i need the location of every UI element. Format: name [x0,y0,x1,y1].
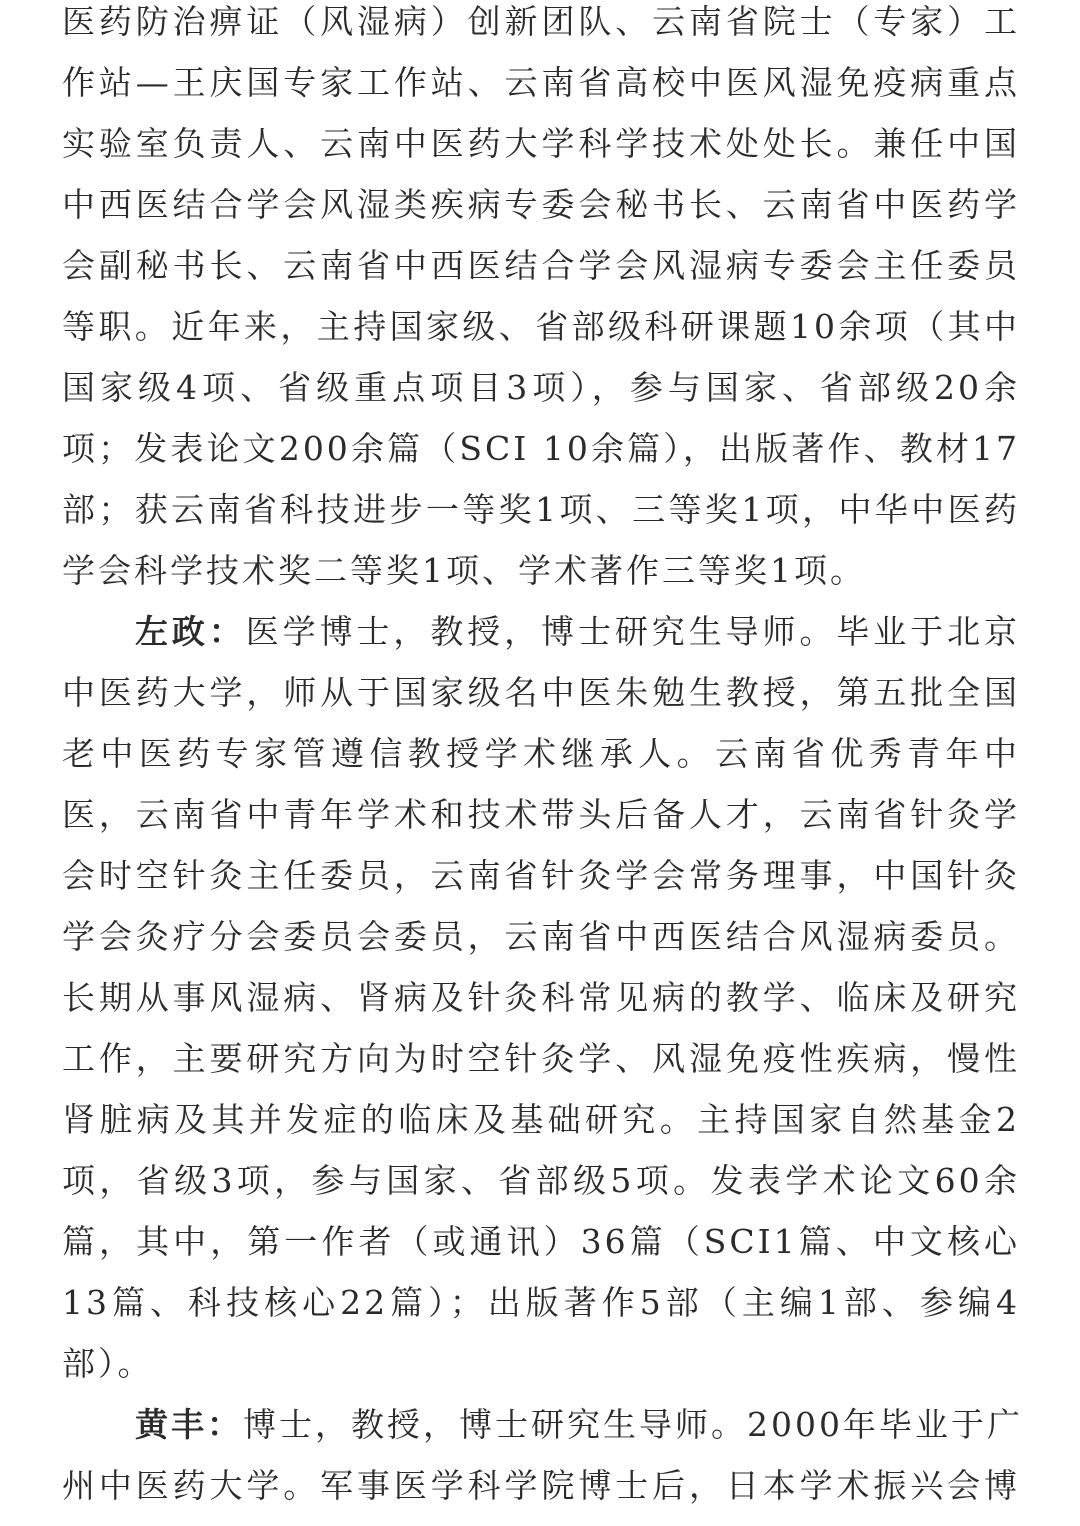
text-line: 学会灸疗分会委员会委员，云南省中西医结合风湿病委员。 [62,917,1020,956]
text-line: 老中医药专家管遵信教授学术继承人。云南省优秀青年中 [62,734,1020,773]
text-line: 医药防治痹证（风湿病）创新团队、云南省院士（专家）工 [62,2,1020,41]
text-line: 实验室负责人、云南中医药大学科学技术处处长。兼任中国 [62,124,1020,163]
text-line: 项，省级3项，参与国家、省部级5项。发表学术论文60余 [62,1161,1020,1200]
text-line: 部；获云南省科技进步一等奖1项、三等奖1项，中华中医药 [62,490,1020,529]
text-span: 医学博士，教授，博士研究生导师。毕业于北京 [245,612,1021,651]
text-line: 肾脏病及其并发症的临床及基础研究。主持国家自然基金2 [62,1100,1020,1139]
text-span: 博士，教授，博士研究生导师。2000年毕业于广 [243,1405,1023,1444]
text-line: 中医药大学，师从于国家级名中医朱勉生教授，第五批全国 [62,673,1020,712]
paragraph-1 [62,0,1020,601]
text-line: 会时空针灸主任委员，云南省针灸学会常务理事，中国针灸 [62,856,1020,895]
paragraph-huang-feng [62,1394,1023,1516]
text-line: 部）。 [62,1344,154,1383]
paragraph-zuo-zheng [62,601,1020,1394]
text-line: 作站—王庆国专家工作站、云南省高校中医风湿免疫病重点 [62,63,1020,102]
text-line: 州中医药大学。军事医学科学院博士后，日本学术振兴会博 [62,1466,1020,1505]
text-line: 国家级4项、省级重点项目3项），参与国家、省部级20余 [62,368,1020,407]
person-name: 黄丰： [135,1405,243,1444]
text-line: 项；发表论文200余篇（SCI 10余篇），出版著作、教材17 [62,429,1020,468]
person-name: 左政： [135,612,246,651]
text-line: 会副秘书长、云南省中西医结合学会风湿病专委会主任委员 [62,246,1020,285]
text-line: 学会科学技术奖二等奖1项、学术著作三等奖1项。 [62,551,866,590]
text-line: 13篇、科技核心22篇）；出版著作5部（主编1部、参编4 [62,1283,1020,1322]
text-line: 中西医结合学会风湿类疾病专委会秘书长、云南省中医药学 [62,185,1020,224]
text-line [62,601,1020,662]
text-line: 篇，其中，第一作者（或通讯）36篇（SCI1篇、中文核心 [62,1222,1020,1261]
text-line: 等职。近年来，主持国家级、省部级科研课题10余项（其中 [62,307,1020,346]
document-body [62,0,1023,1516]
text-line: 长期从事风湿病、肾病及针灸科常见病的教学、临床及研究 [62,978,1020,1017]
text-line: 工作，主要研究方向为时空针灸学、风湿免疫性疾病，慢性 [62,1039,1020,1078]
text-line: 医，云南省中青年学术和技术带头后备人才，云南省针灸学 [62,795,1020,834]
text-line [62,1394,1023,1455]
